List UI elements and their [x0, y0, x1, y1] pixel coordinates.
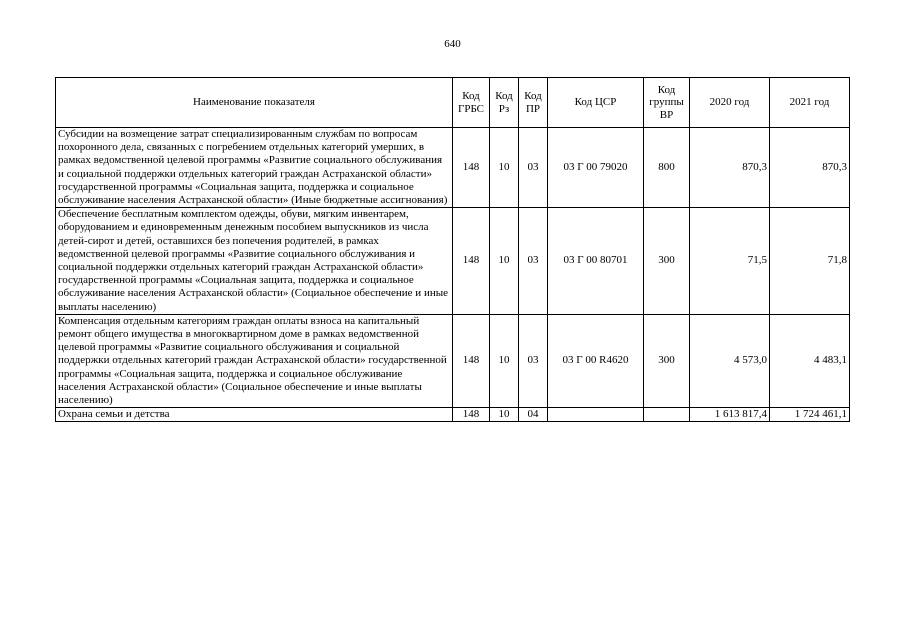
row-name: Субсидии на возмещение затрат специализированным службам по вопросам похоронного дела, связанных с погребением отдельных категорий умерших, в рамках ведомственной целевой программы «Развитие социального обслуживания и социальной поддержки отдельных категорий граждан Астраханской области» государственной программы «Социальная защита, поддержка и социальное обслуживание населения Астраханской области» (Иные бюджетные ассигнования) — [56, 128, 453, 208]
header-pr: Код ПР — [519, 78, 548, 128]
header-rz: Код Рз — [490, 78, 519, 128]
row-csr: 03 Г 00 79020 — [548, 128, 644, 208]
row-grbs: 148 — [453, 314, 490, 407]
row-2020: 71,5 — [690, 208, 770, 315]
row-rz: 10 — [490, 128, 519, 208]
header-vr: Код группы ВР — [644, 78, 690, 128]
row-2020: 1 613 817,4 — [690, 408, 770, 422]
row-2021: 4 483,1 — [770, 314, 850, 407]
row-2020: 870,3 — [690, 128, 770, 208]
row-vr: 800 — [644, 128, 690, 208]
header-row — [56, 78, 850, 128]
row-grbs: 148 — [453, 128, 490, 208]
page-number: 640 — [444, 38, 461, 50]
row-pr: 04 — [519, 408, 548, 422]
row-rz: 10 — [490, 208, 519, 315]
row-vr: 300 — [644, 208, 690, 315]
row-csr: 03 Г 00 R4620 — [548, 314, 644, 407]
row-2021: 870,3 — [770, 128, 850, 208]
row-pr: 03 — [519, 208, 548, 315]
row-name: Обеспечение бесплатным комплектом одежды, обуви, мягким инвентарем, оборудованием и единовременным денежным пособием выпускников из числа детей-сирот и детей, оставшихся без попечения родителей, в рамках ведомственной целевой программы «Развитие социального обслуживания и социальной поддержки отдельных категорий граждан Астраханской области» государственной программы «Социальная защита, поддержка и социальное обслуживание населения Астраханской области» (Социальное обеспечение и иные выплаты населению) — [56, 208, 453, 315]
row-rz: 10 — [490, 314, 519, 407]
row-2021: 1 724 461,1 — [770, 408, 850, 422]
row-rz: 10 — [490, 408, 519, 422]
row-pr: 03 — [519, 128, 548, 208]
header-2020: 2020 год — [690, 78, 770, 128]
table-row — [56, 314, 850, 407]
row-name: Компенсация отдельным категориям граждан оплаты взноса на капитальный ремонт общего имущества в многоквартирном доме в рамках ведомственной целевой программы «Развитие социального обслуживания и социальной поддержки отдельных категорий граждан Астраханской области» государственной программы «Социальная защита, поддержка и социальное обслуживание населения Астраханской области» (Социальное обеспечение и иные выплаты населению) — [56, 314, 453, 407]
row-2020: 4 573,0 — [690, 314, 770, 407]
row-2021: 71,8 — [770, 208, 850, 315]
table-row — [56, 208, 850, 315]
row-name: Охрана семьи и детства — [56, 408, 453, 422]
header-name: Наименование показателя — [56, 78, 453, 128]
row-grbs: 148 — [453, 408, 490, 422]
row-pr: 03 — [519, 314, 548, 407]
row-csr — [548, 408, 644, 422]
row-vr — [644, 408, 690, 422]
table-row — [56, 128, 850, 208]
table-row — [56, 408, 850, 422]
header-2021: 2021 год — [770, 78, 850, 128]
budget-table — [55, 77, 850, 422]
row-vr: 300 — [644, 314, 690, 407]
row-csr: 03 Г 00 80701 — [548, 208, 644, 315]
header-grbs: Код ГРБС — [453, 78, 490, 128]
row-grbs: 148 — [453, 208, 490, 315]
header-csr: Код ЦСР — [548, 78, 644, 128]
